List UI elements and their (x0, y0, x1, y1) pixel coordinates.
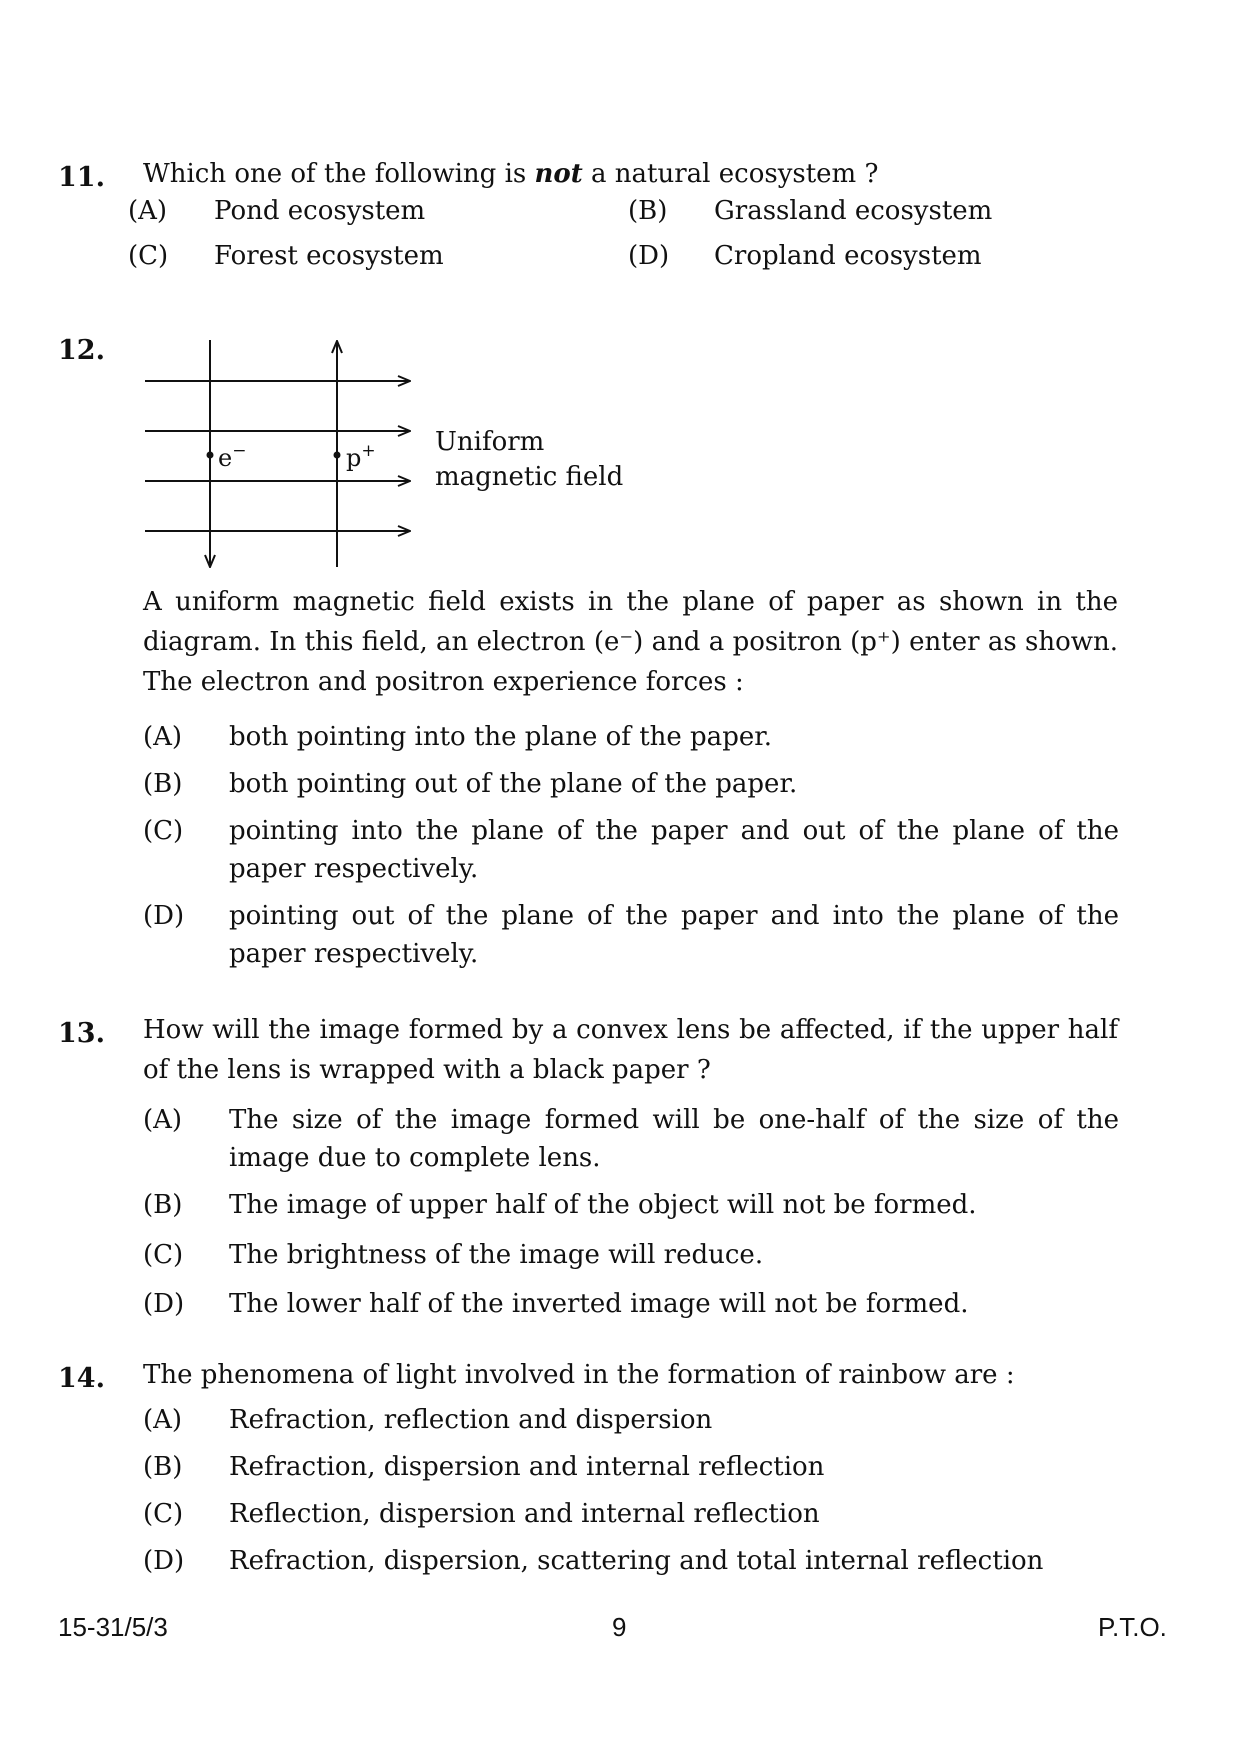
positron-dot (334, 452, 341, 459)
option-label: (A) (143, 722, 183, 752)
option-label: (A) (143, 1405, 183, 1435)
field-diagram-svg (140, 335, 640, 575)
question-stem: A uniform magnetic field exists in the plane of paper as shown in the diagram. In this field, an electron (e⁻) and a positron (p⁺) enter as shown. The electron and positron experience forces : (143, 587, 1118, 697)
option-label: (B) (143, 1452, 183, 1482)
option-label: (B) (143, 1190, 183, 1220)
question-number: 11. (58, 162, 105, 193)
option-text: The image of upper half of the object will not be formed. (229, 1190, 977, 1220)
option-label: (C) (143, 816, 184, 846)
option-text: The size of the image formed will be one-half of the size of the image due to complete lens. (229, 1105, 1119, 1173)
option-label: (B) (628, 196, 668, 226)
question-number: 13. (58, 1018, 105, 1049)
option-text: The lower half of the inverted image will not be formed. (229, 1289, 969, 1319)
option-label: (D) (628, 241, 670, 271)
option-text: Reflection, dispersion and internal reflection (229, 1499, 820, 1529)
electron-label: e− (218, 441, 247, 472)
footer-code: 15-31/5/3 (58, 1612, 168, 1642)
field-label-line1: Uniform (435, 427, 545, 457)
option-text: Forest ecosystem (214, 241, 444, 271)
question-stem: The phenomena of light involved in the formation of rainbow are : (143, 1360, 1015, 1390)
question-number: 14. (58, 1363, 105, 1394)
option-text: both pointing into the plane of the paper. (229, 722, 773, 752)
option-label: (D) (143, 1289, 185, 1319)
option-label: (C) (128, 241, 169, 271)
option-label: (C) (143, 1499, 184, 1529)
option-text: Pond ecosystem (214, 196, 426, 226)
option-text: pointing out of the plane of the paper and into the plane of the paper respectively. (229, 901, 1119, 969)
field-label-line2: magnetic field (435, 462, 624, 492)
positron-label: p+ (346, 441, 376, 472)
option-text: The brightness of the image will reduce. (229, 1240, 764, 1270)
option-label: (D) (143, 901, 185, 931)
option-text: Refraction, reflection and dispersion (229, 1405, 713, 1435)
stem-text: Which one of the following is (143, 159, 535, 189)
option-text: pointing into the plane of the paper and out of the plane of the paper respectively. (229, 816, 1119, 884)
option-label: (A) (128, 196, 168, 226)
question-number: 12. (58, 335, 105, 366)
option-label: (D) (143, 1546, 185, 1576)
option-text: Grassland ecosystem (714, 196, 993, 226)
magnetic-field-diagram (140, 335, 640, 575)
option-text: both pointing out of the plane of the paper. (229, 769, 798, 799)
footer-pto: P.T.O. (1098, 1612, 1167, 1642)
option-text: Refraction, dispersion, scattering and total internal reflection (229, 1546, 1044, 1576)
option-label: (A) (143, 1105, 183, 1135)
stem-emphasis: not (534, 159, 583, 189)
footer-page-number: 9 (612, 1612, 627, 1642)
option-text: Refraction, dispersion and internal reflection (229, 1452, 825, 1482)
stem-text-end: a natural ecosystem ? (582, 159, 879, 189)
option-text: Cropland ecosystem (714, 241, 982, 271)
option-label: (B) (143, 769, 183, 799)
electron-dot (207, 452, 214, 459)
question-stem (143, 154, 1118, 194)
option-label: (C) (143, 1240, 184, 1270)
question-stem: How will the image formed by a convex lens be affected, if the upper half of the lens is wrapped with a black paper ? (143, 1015, 1118, 1085)
